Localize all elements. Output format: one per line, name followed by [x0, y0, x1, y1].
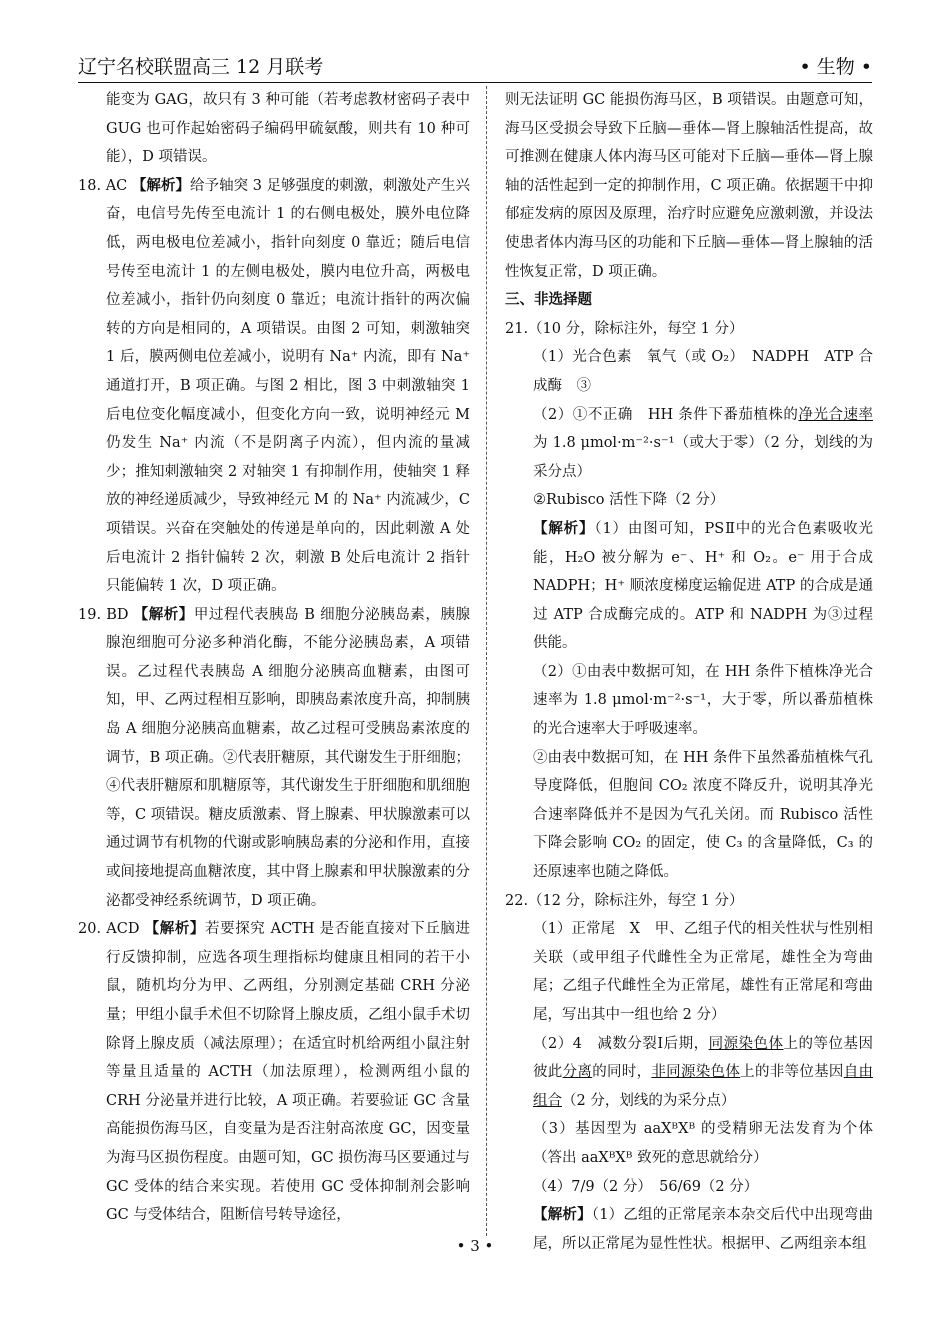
answer-19-tag: 【解析】: [133, 605, 194, 623]
answer-18-text: 给予轴突 3 足够强度的刺激，刺激处产生兴奋，电信号先传至电流计 1 的右侧电极处，膜外电位降低，两电极电位差减小，指针向刻度 0 靠近；随后电信号传至电流计 1 的左侧电极处，膜内电位升高，两极电位差减小，指针仍向刻度 0 靠近；电流计指针的两次偏转的方向是相同的，A 项错误。由图 2 可知，刺激轴突 1 后，膜两侧电位差减小，说明有 Na⁺ 内流，即有 Na⁺ 通道打开，B 项正确。与图 2 相比，图 3 中刺激轴突 1 后电位变化幅度减小，但变化方向一致，说明神经元 M 仍发生 Na⁺ 内流（不是阴离子内流），但内流的量减少；推知刺激轴突 2 对轴突 1 有抑制作用，使轴突 1 释放的神经递质减少，导致神经元 M 的 Na⁺ 内流减少，C 项错误。兴奋在突触处的传递是单向的，因此刺激 A 处后电流计 2 指针偏转 2 次，刺激 B 处后电流计 2 指针只能偏转 1 次，D 项正确。: [106, 177, 470, 595]
answer-19: [78, 601, 470, 916]
answer-22-key4: 自由组合: [533, 1064, 874, 1109]
answer-21-head: 21.（10 分，除标注外，每空 1 分）: [505, 320, 744, 337]
answer-22-part2-e: （2 分，划线的为采分点）: [562, 1092, 736, 1109]
answer-20-tag: 【解析】: [144, 920, 206, 938]
answer-21-part2-a: （2）①不正确 HH 条件下番茄植株的: [533, 406, 799, 423]
analysis-21-3: ②由表中数据可知，在 HH 条件下虽然番茄植株气孔导度降低，但胞间 CO₂ 浓度不降反升，说明其净光合速率降低并不是因为气孔关闭。而 Rubisco 活性下降会影响 CO₂ 的固定，使 C₃ 的含量降低，C₃ 的还原速率也随之降低。: [533, 749, 873, 881]
answer-19-num: 19. BD: [78, 606, 134, 623]
section-heading: 三、非选择题: [505, 291, 592, 309]
header-title: 辽宁名校联盟高三 12 月联考: [78, 56, 324, 78]
answer-22-part2: [505, 1030, 873, 1116]
answer-21-part2-key: 净光合速率: [798, 406, 874, 423]
answer-22-key3: 非同源染色体: [651, 1064, 741, 1081]
left-column: [78, 86, 470, 1230]
answer-18: [78, 172, 470, 601]
answer-18-num: 18. AC: [78, 177, 132, 194]
column-divider: [486, 86, 487, 1236]
answer-19-text: 甲过程代表胰岛 B 细胞分泌胰岛素，胰腺腺泡细胞可分泌多种消化酶，不能分泌胰岛素，A 项错误。乙过程代表胰岛 A 细胞分泌胰高血糖素，由图可知，甲、乙两过程相互影响，即胰岛素浓度升高，抑制胰岛 A 细胞分泌胰高血糖素，故乙过程可受胰岛素浓度的调节，B 项正确。②代表肝糖原，其代谢发生于肝细胞；④代表肝糖原和肌糖原等，其代谢发生于肝细胞和肌细胞等，C 项错误。糖皮质激素、肾上腺素、甲状腺激素可以通过调节有机物的代谢或影响胰岛素的分泌和作用，直接或间接地提高血糖浓度，其中肾上腺素和甲状腺激素的分泌都受神经系统调节，D 项正确。: [106, 606, 471, 909]
analysis-21-tag: 【解析】: [533, 519, 595, 537]
header-rule: [78, 82, 872, 83]
header-subject: • 生物 •: [799, 56, 872, 78]
answer-22-part2-c: 的同时，: [592, 1064, 652, 1081]
answer-22-part2-b: 上的等位基因彼此: [533, 1035, 874, 1081]
page-header: [78, 52, 872, 82]
answer-22-part2-d: 上的非等位基因: [740, 1064, 844, 1081]
analysis-21-1-text: （1）由图可知，PSⅡ中的光合色素吸收光能，H₂O 被分解为 e⁻、H⁺ 和 O₂。e⁻ 用于合成 NADPH；H⁺ 顺浓度梯度运输促进 ATP 的合成是通过 ATP 合成酶完成的。ATP 和 NADPH 为③过程供能。: [533, 520, 873, 652]
page-number: • 3 •: [456, 1237, 494, 1255]
answer-18-tag: 【解析】: [131, 176, 191, 194]
answer-20-text: 若要探究 ACTH 是否能直接对下丘脑进行反馈抑制，应选各项生理指标均健康且相同的若干小鼠，随机均分为甲、乙两组，分别测定基础 CRH 分泌量；甲组小鼠手术但不切除肾上腺皮质，乙组小鼠手术切除肾上腺皮质（减法原理）；在适宜时机给两组小鼠注射等量且适量的 ACTH（加法原理），检测两组小鼠的 CRH 分泌量并进行比较，A 项正确。若要验证 GC 含量高能损伤海马区，自变量为是否注射高浓度 GC，因变量为海马区损伤程度。由题可知，GC 损伤海马区要通过与 GC 受体的结合来实现。若使用 GC 受体抑制剂会影响 GC 与受体结合，阻断信号转导途径，: [106, 921, 470, 1224]
left-continuation: 能变为 GAG，故只有 3 种可能（若考虑教材密码子表中 GUG 也可作起始密码子编码甲硫氨酸，则共有 10 种可能），D 项错误。: [106, 92, 470, 166]
answer-20-num: 20. ACD: [78, 921, 145, 938]
right-column: [505, 86, 873, 1258]
answer-22-key1: 同源染色体: [708, 1035, 784, 1052]
answer-21-part2-b: 为 1.8 μmol·m⁻²·s⁻¹（或大于零）（2 分，划线的为采分点）: [533, 435, 873, 480]
answer-20: [78, 915, 470, 1230]
analysis-21-1: [505, 515, 873, 658]
analysis-22-tag: 【解析】: [533, 1206, 592, 1224]
answer-21-part2-2: ②Rubisco 活性下降（2 分）: [533, 492, 725, 509]
answer-21-part1: （1）光合色素 氧气（或 O₂） NADPH ATP 合成酶 ③: [533, 349, 873, 394]
answer-22-part1: （1）正常尾 X 甲、乙组子代的相关性状与性别相关联（或甲组子代雌性全为正常尾，雄性全为弯曲尾；乙组子代雌性全为正常尾，雄性有正常尾和弯曲尾，写出其中一组也给 2 分）: [533, 921, 873, 1023]
answer-21-part2: [505, 401, 873, 487]
answer-22-part4: （4）7/9（2 分） 56/69（2 分）: [533, 1178, 759, 1195]
answer-22-key2: 分离: [562, 1064, 593, 1081]
answer-22-head: 22.（12 分，除标注外，每空 1 分）: [505, 892, 744, 909]
analysis-21-2: （2）①由表中数据可知，在 HH 条件下植株净光合速率为 1.8 μmol·m⁻²·s⁻¹，大于零，所以番茄植株的光合速率大于呼吸速率。: [533, 663, 873, 738]
right-continuation: 则无法证明 GC 能损伤海马区，B 项错误。由题意可知，海马区受损会导致下丘脑—垂体—肾上腺轴活性提高，故可推测在健康人体内海马区可能对下丘脑—垂体—肾上腺轴的活性起到一定的抑制作用，C 项正确。依据题干中抑郁症发病的原因及原理，治疗时应避免应激刺激，并设法使患者体内海马区的功能和下丘脑—垂体—肾上腺轴的活性恢复正常，D 项正确。: [505, 92, 873, 280]
answer-22-part2-a: （2）4 减数分裂Ⅰ后期，: [533, 1035, 709, 1052]
answer-22-part3: （3）基因型为 aaXᴮXᴮ 的受精卵无法发育为个体（答出 aaXᴮXᴮ 致死的意思就给分）: [533, 1121, 873, 1166]
analysis-22-1-text: （1）乙组的正常尾亲本杂交后代中出现弯曲尾，所以正常尾为显性性状。根据甲、乙两组亲本组: [533, 1207, 874, 1252]
